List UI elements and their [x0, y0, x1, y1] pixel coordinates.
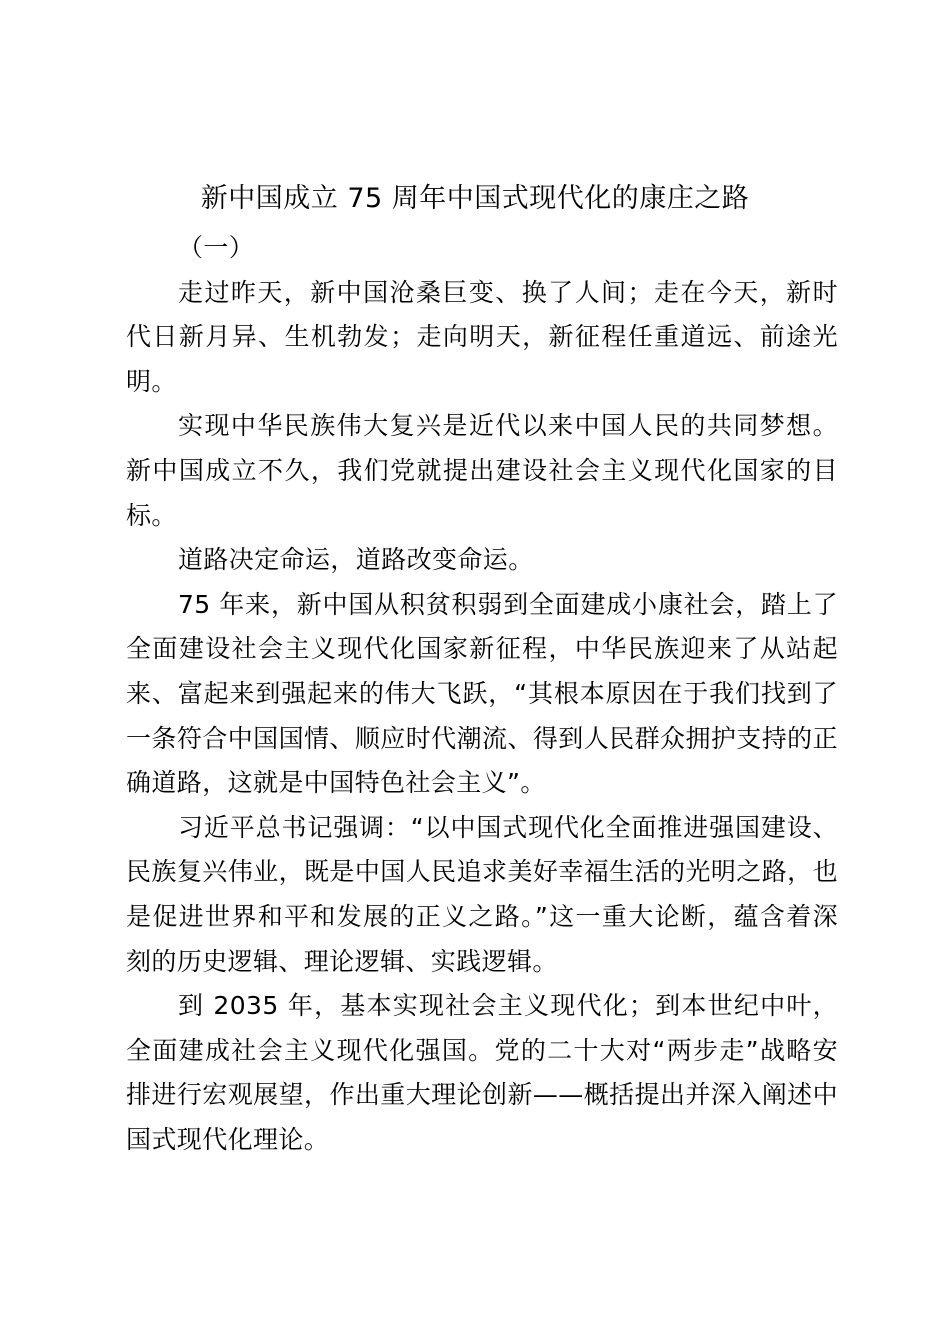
paragraph: 走过昨天，新中国沧桑巨变、换了人间；走在今天，新时代日新月异、生机勃发；走向明天，新征程任重道远、前途光明。	[126, 277, 838, 396]
section-marker: （一）	[178, 233, 255, 262]
paragraph: 道路决定命运，道路改变命运。	[178, 545, 534, 575]
document-title: 新中国成立 75 周年中国式现代化的康庄之路	[200, 183, 750, 214]
paragraph: 到 2035 年，基本实现社会主义现代化；到本世纪中叶，全面建成社会主义现代化强国。党的二十大对“两步走”战略安排进行宏观展望，作出重大理论创新——概括提出并深入阐述中国式现代化理论。	[126, 991, 838, 1154]
document-body	[126, 226, 838, 1162]
paragraph: 实现中华民族伟大复兴是近代以来中国人民的共同梦想。新中国成立不久，我们党就提出建设社会主义现代化国家的目标。	[126, 411, 838, 530]
paragraph: 习近平总书记强调：“以中国式现代化全面推进强国建设、民族复兴伟业，既是中国人民追求美好幸福生活的光明之路，也是促进世界和平和发展的正义之路。”这一重大论断，蕴含着深刻的历史逻辑、理论逻辑、实践逻辑。	[126, 812, 838, 976]
paragraph: 75 年来，新中国从积贫积弱到全面建成小康社会，踏上了全面建设社会主义现代化国家新征程，中华民族迎来了从站起来、富起来到强起来的伟大飞跃，“其根本原因在于我们找到了一条符合中国国情、顺应时代潮流、得到人民群众拥护支持的正确道路，这就是中国特色社会主义”。	[126, 589, 838, 798]
